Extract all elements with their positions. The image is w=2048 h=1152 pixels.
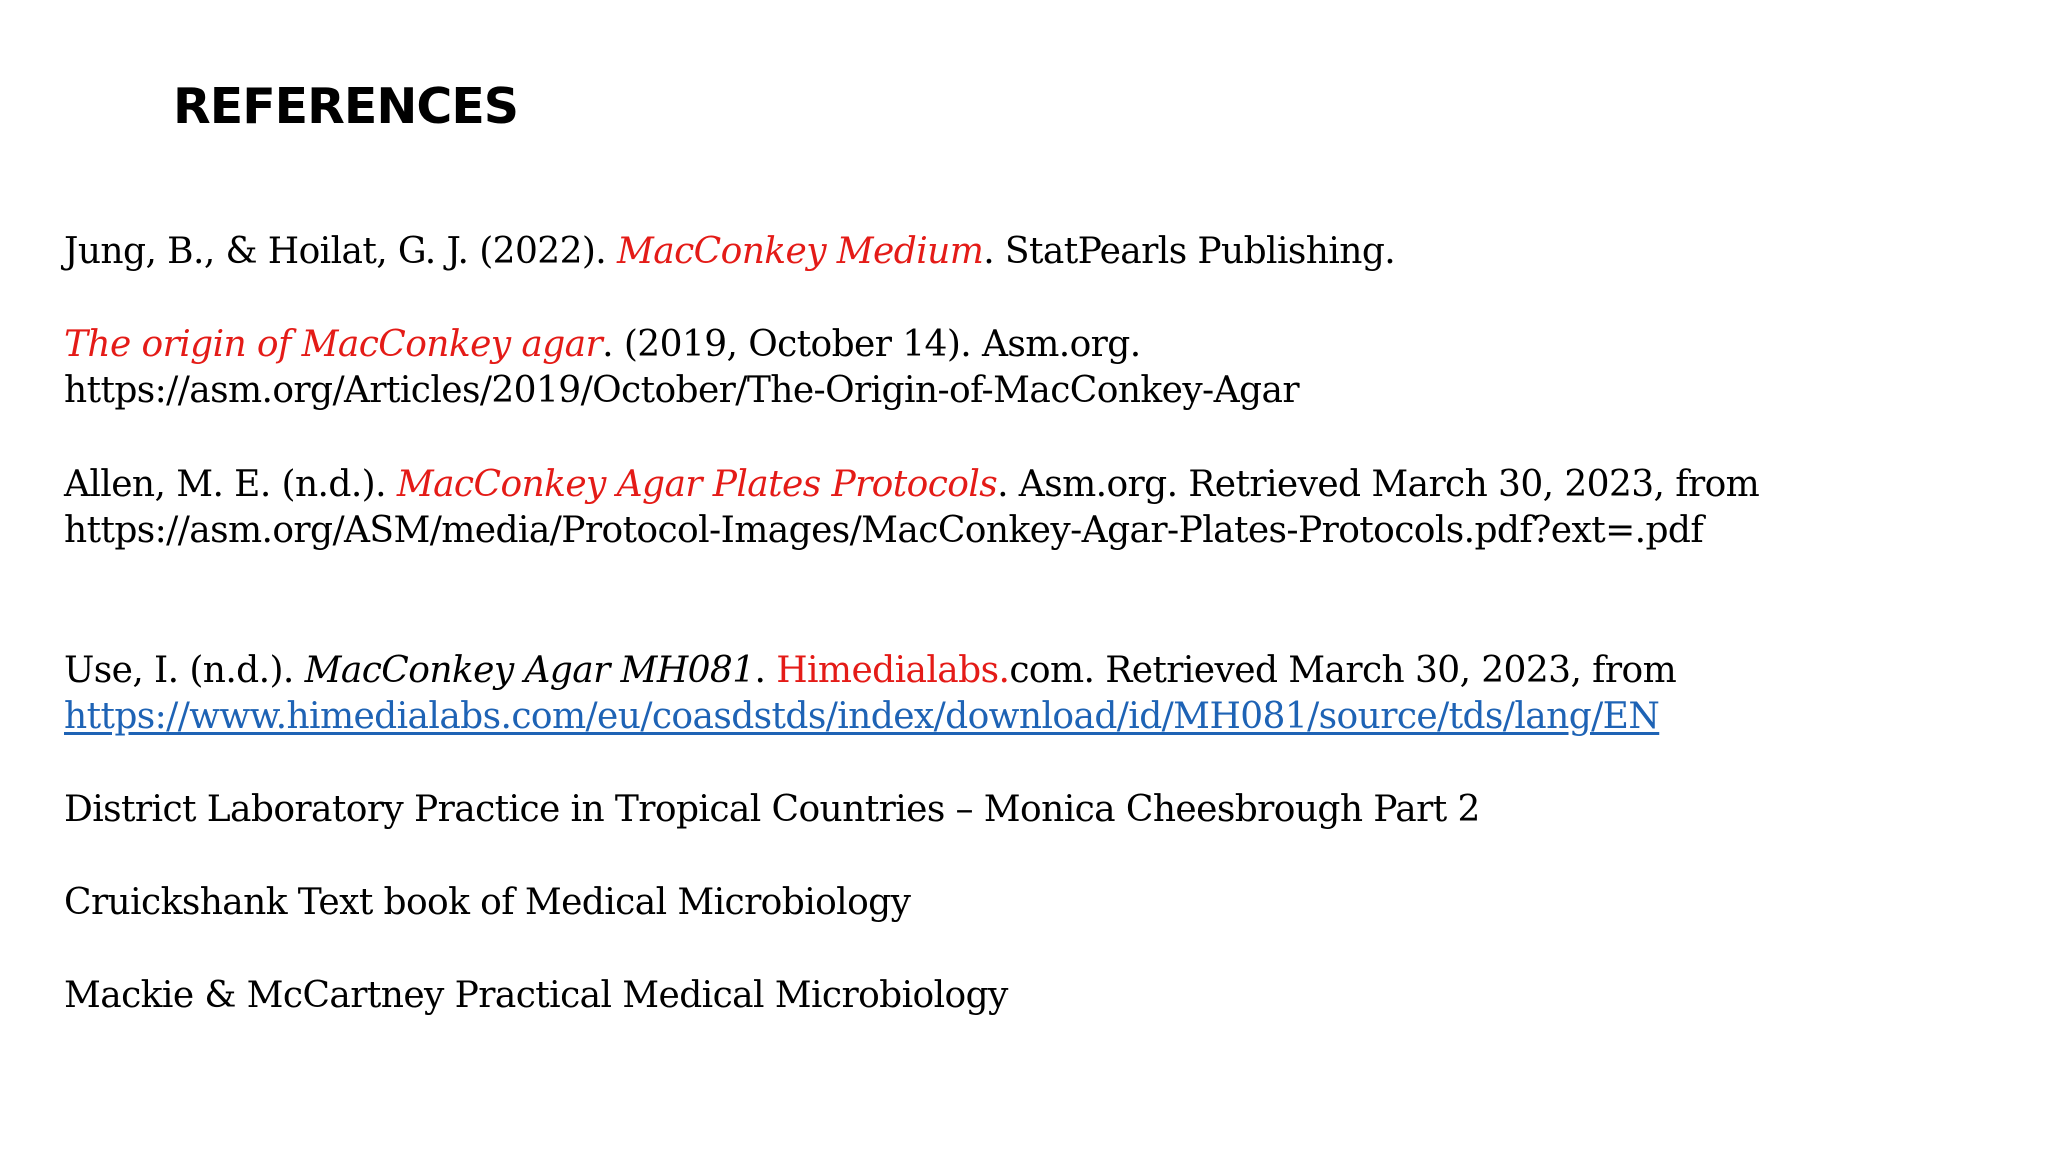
reference-3-authors: Allen, M. E. (n.d.). [64, 464, 397, 505]
reference-5: District Laboratory Practice in Tropical Countries – Monica Cheesbrough Part 2 [64, 789, 1480, 830]
reference-4-authors: Use, I. (n.d.). [64, 650, 305, 691]
reference-7: Mackie & McCartney Practical Medical Microbiology [64, 975, 1008, 1016]
reference-2-title: The origin of MacConkey agar [64, 324, 603, 365]
reference-1-rest: . StatPearls Publishing. [983, 231, 1396, 272]
reference-1 [64, 229, 1395, 275]
himedialabs-link[interactable]: https://www.himedialabs.com/eu/coasdstds/index/download/id/MH081/source/tds/lang/EN [64, 696, 1660, 737]
page-title: REFERENCES [173, 78, 519, 135]
reference-4-url-line [64, 694, 1659, 740]
reference-4-title: MacConkey Agar MH081 [304, 650, 755, 691]
reference-1-authors: Jung, B., & Hoilat, G. J. (2022). [64, 231, 617, 272]
reference-3-rest: . Asm.org. Retrieved March 30, 2023, from [997, 464, 1760, 505]
reference-4 [64, 648, 1676, 694]
reference-2 [64, 322, 1141, 368]
reference-2-rest: . (2019, October 14). Asm.org. [602, 324, 1141, 365]
reference-4-sep: . [754, 650, 777, 691]
reference-4-rest: com. Retrieved March 30, 2023, from [1009, 650, 1677, 691]
reference-3-url: https://asm.org/ASM/media/Protocol-Images/MacConkey-Agar-Plates-Protocols.pdf?ext=.pdf [64, 510, 1704, 551]
reference-2-url: https://asm.org/Articles/2019/October/The-Origin-of-MacConkey-Agar [64, 370, 1299, 411]
reference-3 [64, 462, 1759, 508]
reference-6: Cruickshank Text book of Medical Microbiology [64, 882, 911, 923]
reference-1-title: MacConkey Medium [617, 231, 984, 272]
reference-4-site: Himedialabs. [776, 650, 1010, 691]
reference-3-title: MacConkey Agar Plates Protocols [396, 464, 998, 505]
